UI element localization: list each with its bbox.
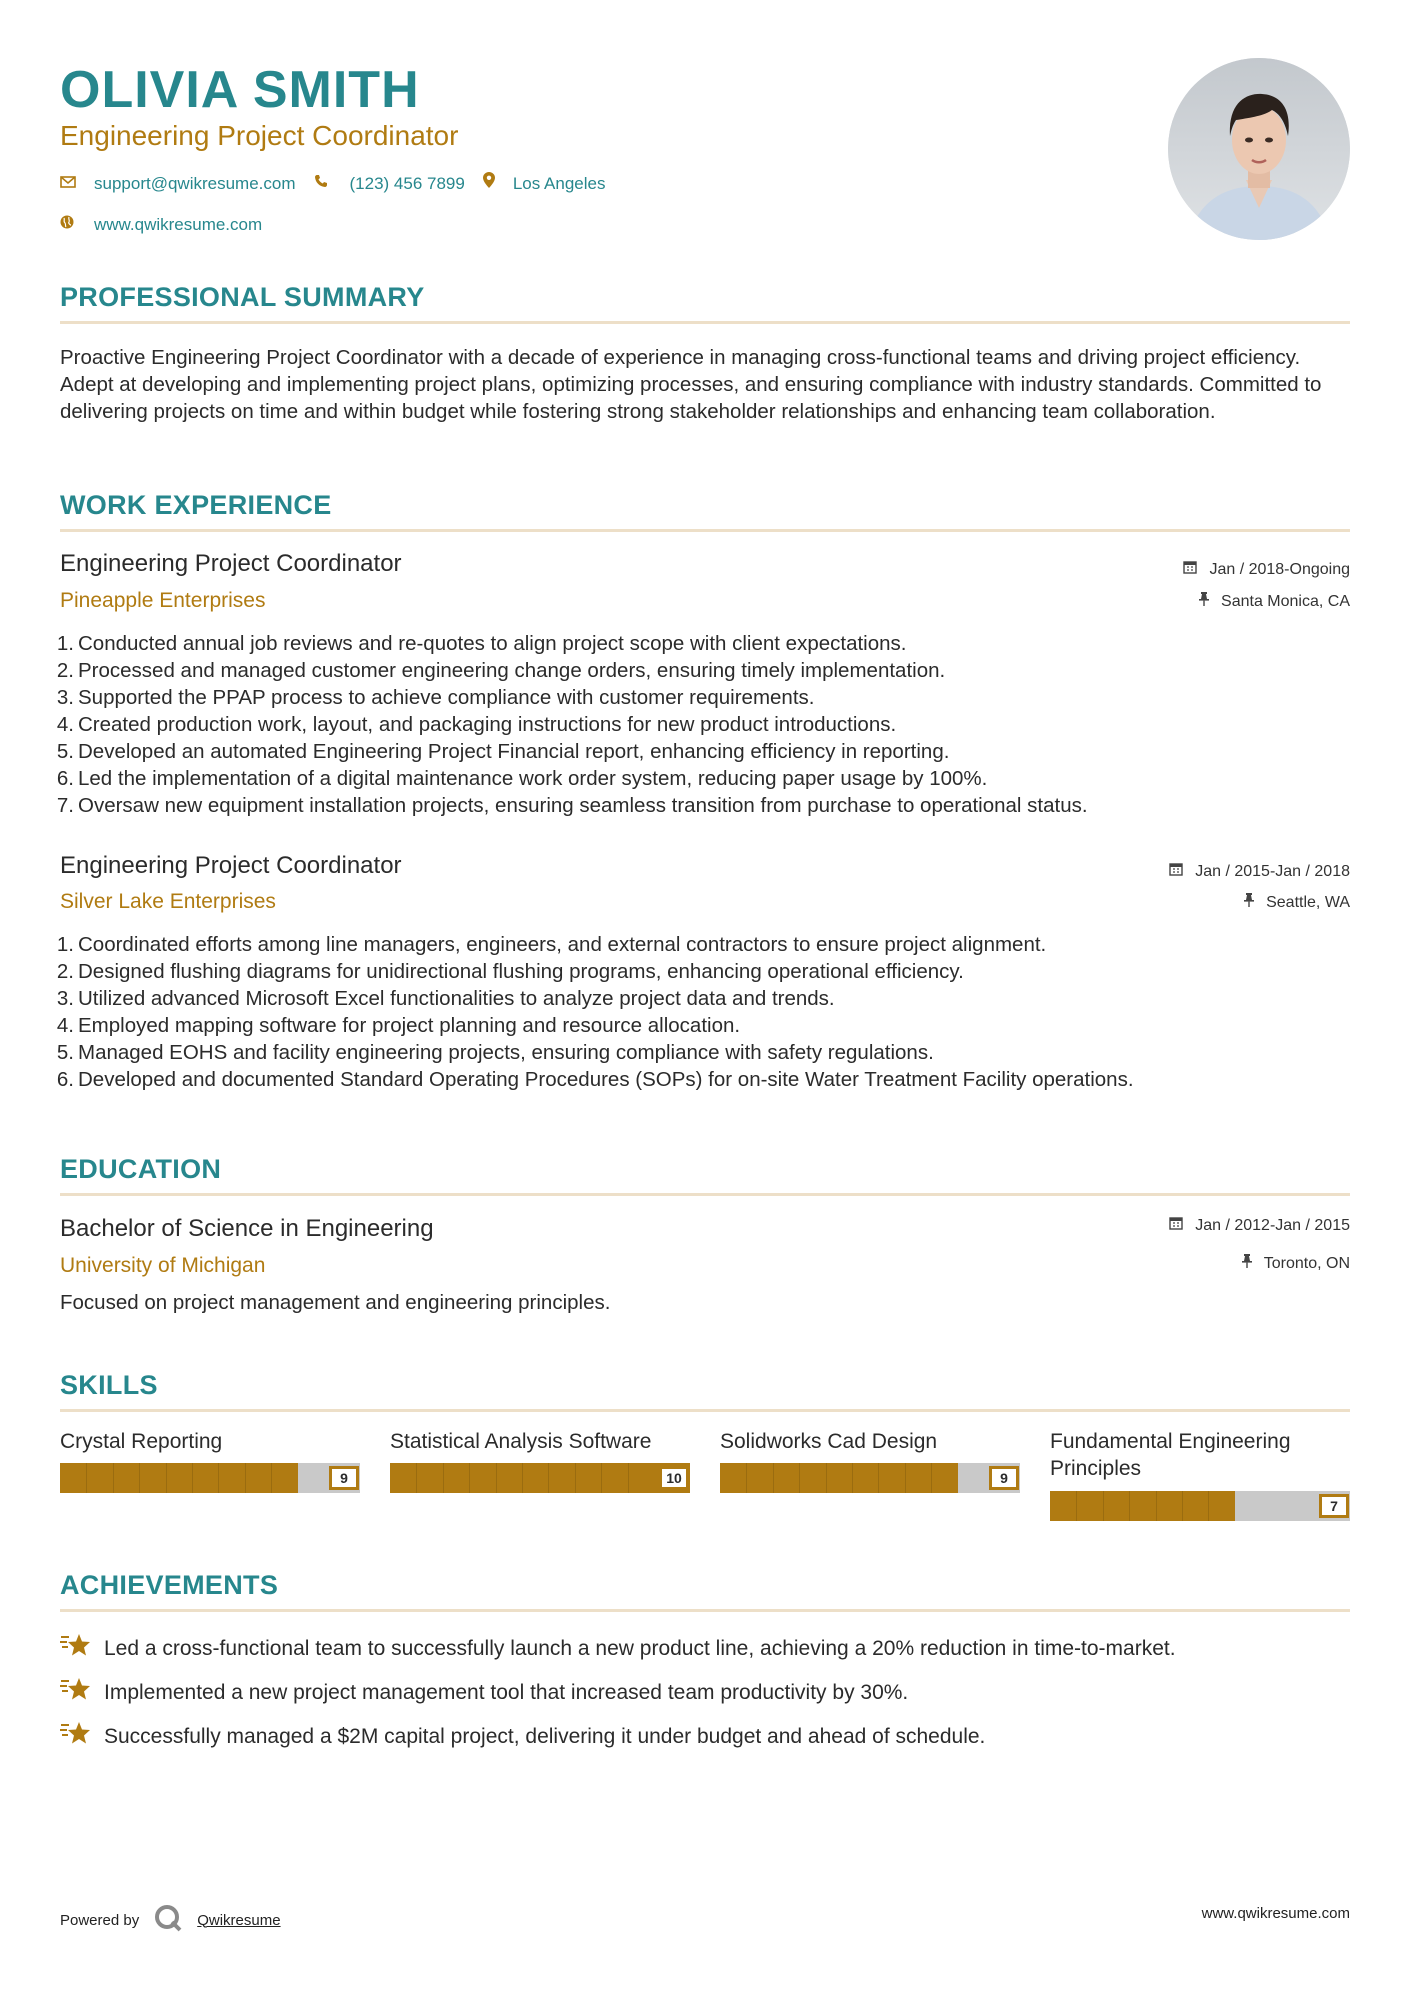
achievements-heading: ACHIEVEMENTS (60, 1570, 279, 1600)
candidate-name: OLIVIA SMITH (60, 61, 420, 119)
skill-segment-divider (746, 1463, 747, 1493)
list-item: 6. Led the implementation of a digital maintenance work order system, reducing paper usage by 100%. (56, 767, 988, 790)
list-item: 3. Utilized advanced Microsoft Excel functionalities to analyze project data and trends. (56, 987, 835, 1010)
skill-3-fill (720, 1463, 958, 1493)
skill-1 (60, 1428, 360, 1493)
skill-2-fill (390, 1463, 690, 1493)
calendar-icon (1169, 863, 1187, 880)
list-item: 2. Processed and managed customer engineering change orders, ensuring timely implementation. (56, 659, 946, 682)
skill-segment-divider (1182, 1491, 1183, 1521)
list-item: 1. Coordinated efforts among line managers, engineers, and external contractors to ensure project alignment. (56, 933, 1047, 956)
achievement-1-text: Led a cross-functional team to successfully launch a new product line, achieving a 20% reduction in time-to-market. (104, 1637, 1176, 1660)
achievement-2 (60, 1676, 908, 1710)
skill-3-bar (720, 1463, 1020, 1493)
skills-divider (60, 1409, 1350, 1412)
education-divider (60, 1193, 1350, 1196)
contact-row (60, 172, 605, 195)
skill-2-bar (390, 1463, 690, 1493)
skill-4-bar (1050, 1491, 1350, 1521)
skill-segment-divider (245, 1463, 246, 1493)
skill-2-level: 10 (659, 1466, 689, 1490)
location-text: Los Angeles (512, 173, 606, 193)
skill-segment-divider (443, 1463, 444, 1493)
skill-4 (1050, 1428, 1350, 1521)
skill-2 (390, 1428, 690, 1493)
email-link[interactable]: support@qwikresume.com (94, 173, 296, 193)
skill-4-level: 7 (1319, 1494, 1349, 1518)
achievement-3-text: Successfully managed a $2M capital project, delivering it under budget and ahead of schedule. (104, 1725, 986, 1748)
summary-heading: PROFESSIONAL SUMMARY (60, 282, 425, 312)
summary-text: Proactive Engineering Project Coordinator with a decade of experience in managing cross-functional teams and driving project efficiency. Adept at developing and implementing project plans, optimizing processes, and ensuring compliance with industry standards. Committed to delivering projects on time and within budget while fostering strong stakeholder relationships and enhancing team collaboration. (60, 346, 1322, 423)
job-2-location-text: Seattle, WA (1266, 894, 1350, 911)
skill-segment-divider (271, 1463, 272, 1493)
candidate-title: Engineering Project Coordinator (60, 120, 459, 151)
summary-divider (60, 321, 1350, 324)
job-2-role: Engineering Project Coordinator (60, 852, 402, 879)
skill-3 (720, 1428, 1020, 1493)
skill-segment-divider (86, 1463, 87, 1493)
skill-segment-divider (1208, 1491, 1209, 1521)
skill-segment-divider (522, 1463, 523, 1493)
pin-icon (1244, 894, 1258, 911)
job-1-company: Pineapple Enterprises (60, 589, 266, 612)
job-1-duties (52, 630, 1350, 819)
skill-segment-divider (1156, 1491, 1157, 1521)
skill-1-bar (60, 1463, 360, 1493)
website-row (60, 214, 262, 236)
calendar-icon (1169, 1217, 1187, 1234)
skill-segment-divider (416, 1463, 417, 1493)
pin-icon (1199, 593, 1213, 610)
footer-powered-by (60, 1903, 281, 1937)
education-school: University of Michigan (60, 1254, 266, 1277)
list-item: 5. Developed an automated Engineering Project Financial report, enhancing efficiency in reporting. (56, 740, 950, 763)
profile-photo (1168, 58, 1350, 240)
skill-segment-divider (799, 1463, 800, 1493)
star-icon (60, 1720, 104, 1754)
star-icon (60, 1676, 104, 1710)
qwikresume-link[interactable]: Qwikresume (197, 1911, 281, 1929)
star-icon (60, 1632, 104, 1666)
pin-icon (1242, 1255, 1256, 1272)
skill-segment-divider (601, 1463, 602, 1493)
footer-website[interactable]: www.qwikresume.com (1201, 1905, 1350, 1922)
list-item: 4. Created production work, layout, and packaging instructions for new product introductions. (56, 713, 897, 736)
list-item: 3. Supported the PPAP process to achieve compliance with customer requirements. (56, 686, 815, 709)
phone-icon (314, 173, 350, 195)
job-1-location (1199, 591, 1350, 613)
job-2-dates-text: Jan / 2015-Jan / 2018 (1195, 863, 1350, 880)
skill-1-name: Crystal Reporting (60, 1430, 223, 1453)
job-1-dates (1183, 559, 1350, 581)
job-2-location (1244, 892, 1350, 914)
list-item: 1. Conducted annual job reviews and re-quotes to align project scope with client expectations. (56, 632, 907, 655)
achievements-divider (60, 1609, 1350, 1612)
list-item: 2. Designed flushing diagrams for unidirectional flushing programs, enhancing operational efficiency. (56, 960, 964, 983)
list-item: 5. Managed EOHS and facility engineering projects, ensuring compliance with safety regulations. (56, 1041, 934, 1064)
skill-segment-divider (166, 1463, 167, 1493)
skill-segment-divider (826, 1463, 827, 1493)
skills-heading: SKILLS (60, 1370, 158, 1400)
skill-segment-divider (496, 1463, 497, 1493)
skill-segment-divider (469, 1463, 470, 1493)
experience-heading: WORK EXPERIENCE (60, 490, 332, 520)
skill-segment-divider (1129, 1491, 1130, 1521)
calendar-icon (1183, 561, 1201, 578)
skill-segment-divider (773, 1463, 774, 1493)
achievement-3 (60, 1720, 985, 1754)
skill-segment-divider (878, 1463, 879, 1493)
globe-icon (60, 214, 94, 236)
job-2-company: Silver Lake Enterprises (60, 890, 276, 913)
skill-segment-divider (548, 1463, 549, 1493)
list-item: 7. Oversaw new equipment installation projects, ensuring seamless transition from purchase to operational status. (56, 794, 1088, 817)
skill-segment-divider (1076, 1491, 1077, 1521)
job-1-role: Engineering Project Coordinator (60, 550, 402, 577)
achievement-2-text: Implemented a new project management tool that increased team productivity by 30%. (104, 1681, 909, 1704)
skill-segment-divider (905, 1463, 906, 1493)
education-location (1242, 1253, 1350, 1275)
education-description: Focused on project management and engineering principles. (60, 1291, 611, 1314)
experience-divider (60, 529, 1350, 532)
education-heading: EDUCATION (60, 1154, 222, 1184)
skill-2-name: Statistical Analysis Software (390, 1430, 652, 1453)
skill-segment-divider (113, 1463, 114, 1493)
list-item: 6. Developed and documented Standard Operating Procedures (SOPs) for on-site Water Treatment Facility operations. (56, 1068, 1134, 1091)
skill-segment-divider (192, 1463, 193, 1493)
skill-segment-divider (628, 1463, 629, 1493)
skill-segment-divider (931, 1463, 932, 1493)
map-marker-icon (483, 172, 513, 195)
website-link[interactable]: www.qwikresume.com (94, 215, 263, 234)
skill-3-name: Solidworks Cad Design (720, 1430, 938, 1453)
skill-segment-divider (575, 1463, 576, 1493)
skill-1-fill (60, 1463, 298, 1493)
phone-text: (123) 456 7899 (349, 173, 465, 193)
skill-3-level: 9 (989, 1466, 1019, 1490)
envelope-icon (60, 173, 94, 195)
skill-segment-divider (218, 1463, 219, 1493)
education-dates-text: Jan / 2012-Jan / 2015 (1195, 1217, 1350, 1234)
job-1-dates-text: Jan / 2018-Ongoing (1209, 561, 1350, 578)
qwikresume-logo-icon (153, 1903, 183, 1937)
skill-segment-divider (852, 1463, 853, 1493)
job-2-dates (1169, 861, 1350, 883)
education-location-text: Toronto, ON (1263, 1255, 1350, 1272)
list-item: 4. Employed mapping software for project planning and resource allocation. (56, 1014, 741, 1037)
job-2-duties (52, 931, 1350, 1093)
job-1-location-text: Santa Monica, CA (1221, 593, 1350, 610)
skill-1-level: 9 (329, 1466, 359, 1490)
skill-4-name: Fundamental Engineering Principles (1050, 1430, 1291, 1480)
skill-segment-divider (1103, 1491, 1104, 1521)
achievement-1 (60, 1632, 1176, 1666)
skill-segment-divider (139, 1463, 140, 1493)
education-degree: Bachelor of Science in Engineering (60, 1215, 434, 1242)
powered-by-label: Powered by (60, 1911, 140, 1929)
education-dates (1169, 1215, 1350, 1237)
